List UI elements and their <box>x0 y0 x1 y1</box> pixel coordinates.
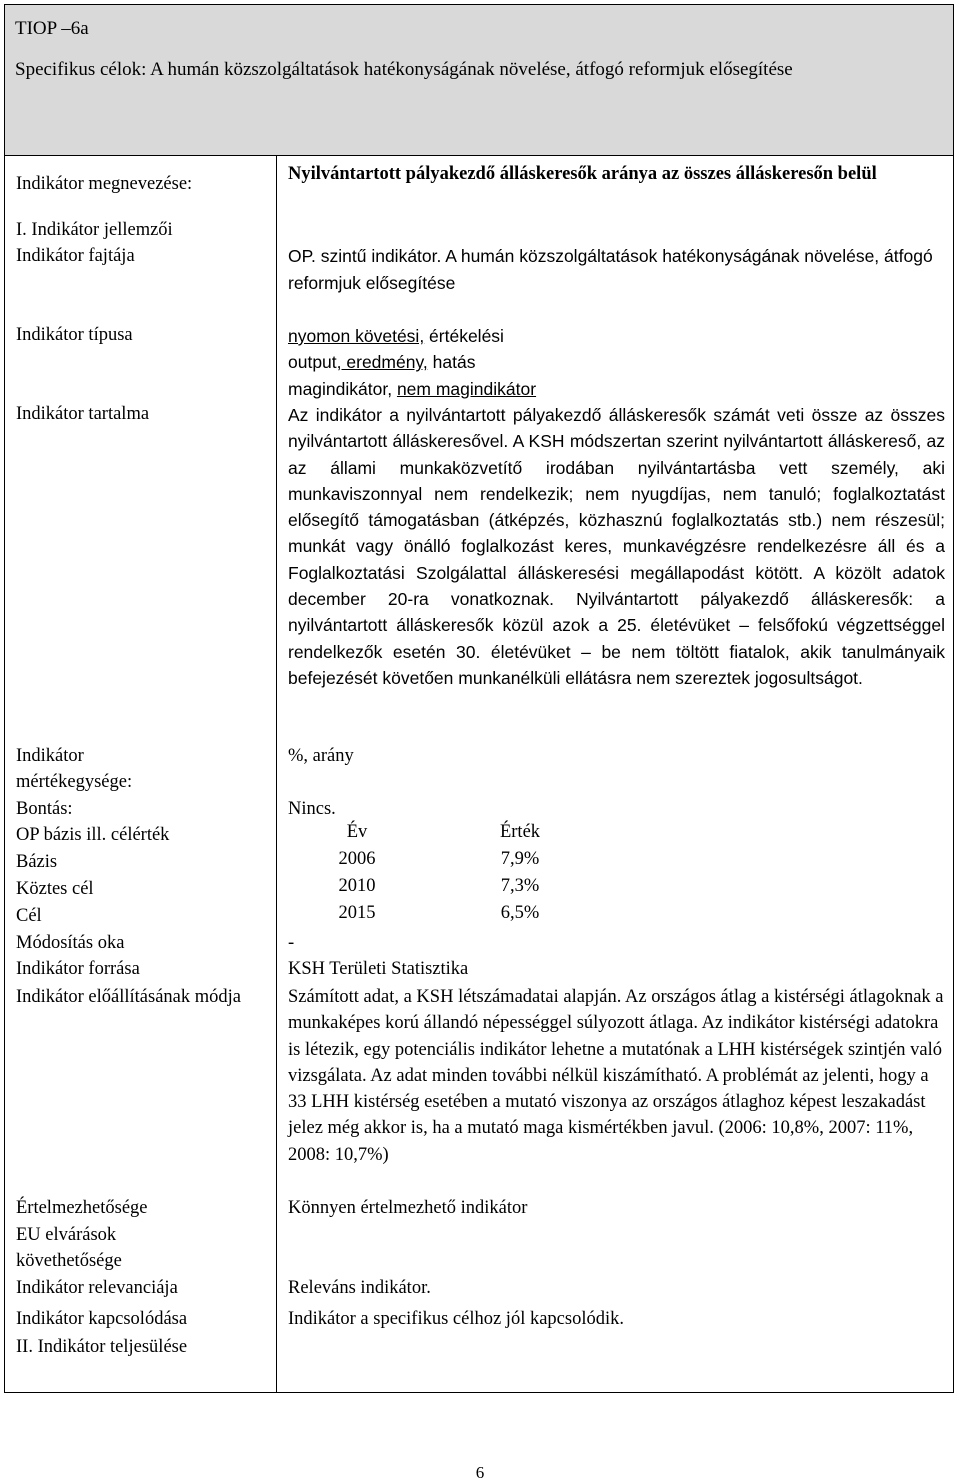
kind-value: OP. szintű indikátor. A humán közszolgáltatások hatékonyságának növelése, átfogó reformjuk elősegítése <box>288 246 933 294</box>
mid-label: Köztes cél <box>16 879 94 899</box>
specific-goal: Specifikus célok: A humán közszolgáltatások hatékonyságának növelése, átfogó reformjuk elősegítése <box>15 59 793 80</box>
base-label: Bázis <box>16 852 58 872</box>
sheet-header <box>4 4 954 156</box>
mid-year: 2010 <box>338 876 376 896</box>
link-value: Indikátor a specifikus célhoz jól kapcsolódik. <box>288 1309 624 1329</box>
unit-label: Indikátor mértékegysége: <box>16 746 133 792</box>
target-label: Cél <box>16 906 42 926</box>
page-number: 6 <box>475 1463 485 1482</box>
year-header: Év <box>346 822 368 842</box>
content-value: Az indikátor a nyilvántartott pályakezdő álláskeresők számát veti össze az összes nyilvántartott álláskeresővel. A KSH módszertan szerint nyilvántartott álláskereső, az az állami munkaközvetítő irodában nyilvántartásba vett személy, aki munkaviszonnyal nem rendelkezik; nem nyugdíjas, nem tanuló; foglalkoztatást elősegítő támogatásban (átképzés, közhasznú foglalkoztatás stb.) nem részesül; munkát vagy önálló foglalkozást keres, munkavégzésre rendelkezésre áll és a Foglalkoztatási Szolgálattal álláskeresési megállapodást kötött. A közölt adatok december 20-ra vonatkoznak. Nyilvántartott pályakezdő álláskeresők: a nyilvántartott álláskeresők közül azok a 25. életévüket – felsőfokú végzettséggel rendelkezők esetén 30. életévüket – be nem töltött fiatalok, akik tanulmányaik befejezését követően munkanélküli ellátásra nem szereztek jogosultságot. <box>288 405 945 688</box>
link-label: Indikátor kapcsolódása <box>16 1309 188 1329</box>
breakdown-label: Bontás: <box>16 799 73 819</box>
target-value: 6,5% <box>500 903 540 923</box>
indicator-table <box>4 156 954 1393</box>
mid-value: 7,3% <box>500 876 540 896</box>
source-label: Indikátor forrása <box>16 959 140 979</box>
name-value: Nyilvántartott pályakezdő álláskeresők aránya az összes álláskeresőn belül <box>288 164 877 184</box>
op-target-label: OP bázis ill. célérték <box>16 825 170 845</box>
modification-label: Módosítás oka <box>16 933 125 953</box>
base-value: 7,9% <box>500 849 540 869</box>
interpretability-label: Értelmezhetősége <box>16 1198 148 1218</box>
unit-value: %, arány <box>288 746 354 766</box>
section-fulfilment: II. Indikátor teljesülése <box>16 1337 188 1357</box>
name-label: Indikátor megnevezése: <box>16 174 193 194</box>
type-value: nyomon követési, értékelési output, eredmény, hatás magindikátor, nem magindikátor <box>288 326 537 399</box>
section-characteristics: I. Indikátor jellemzői <box>16 220 173 240</box>
target-year: 2015 <box>338 903 376 923</box>
method-label: Indikátor előállításának módja <box>16 987 242 1007</box>
kind-label: Indikátor fajtája <box>16 246 135 266</box>
breakdown-value: Nincs. <box>288 799 336 819</box>
content-label: Indikátor tartalma <box>16 404 150 424</box>
eu-label: EU elvárások követhetősége <box>16 1225 122 1271</box>
method-value: Számított adat, a KSH létszámadatai alapján. Az országos átlag a kistérségi átlagoknak a munkaképes korú állandó népességgel súlyozott átlaga. Az indikátor kistérségi adatokra is létezik, egy potenciális indikátor lehetne a mutatónak a LHH kistérségek szintjén való vizsgálata. Az adat minden további nélkül kiszámítható. A problémát az jelenti, hogy a 33 LHH kistérség esetében a mutató viszonya az országos átlaghoz képest leszakadást jelez még akkor is, ha a mutató maga kismértékben javul. (2006: 10,8%, 2007: 11%, 2008: 10,7%) <box>288 987 944 1165</box>
program-code: TIOP –6a <box>15 18 89 39</box>
relevance-label: Indikátor relevanciája <box>16 1278 178 1298</box>
column-divider <box>276 156 277 1392</box>
relevance-value: Releváns indikátor. <box>288 1278 431 1298</box>
source-value: KSH Területi Statisztika <box>288 959 469 979</box>
type-label: Indikátor típusa <box>16 325 133 345</box>
base-year: 2006 <box>338 849 376 869</box>
modification-value: - <box>288 933 295 953</box>
interpretability-value: Könnyen értelmezhető indikátor <box>288 1198 528 1218</box>
value-header: Érték <box>499 822 541 842</box>
indicator-sheet <box>4 4 954 1393</box>
